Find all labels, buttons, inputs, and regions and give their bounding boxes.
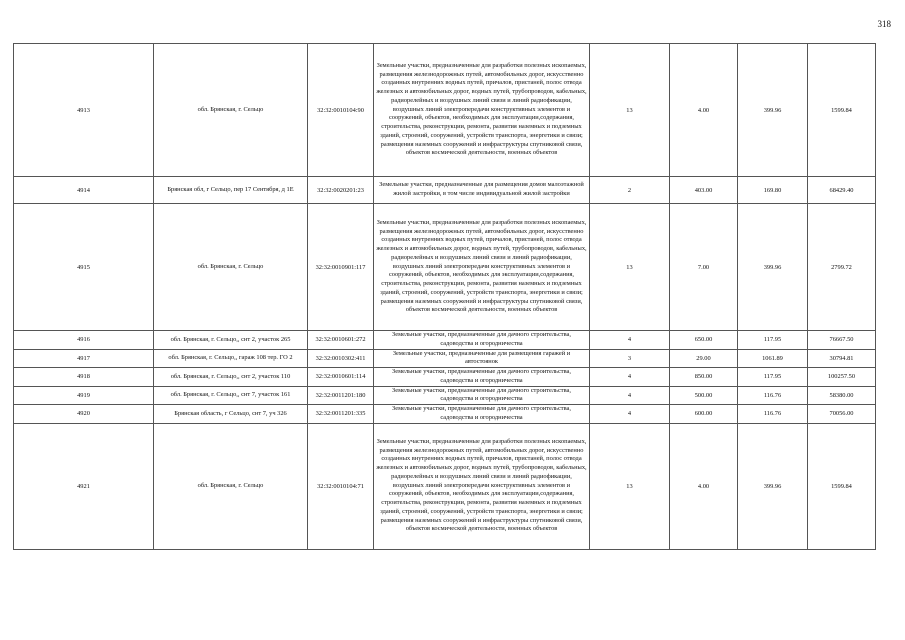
cadastral-number-cell: 32:32:0011201:335 xyxy=(308,405,374,424)
address-cell: обл. Брянская, г. Сельцо,, гараж 108 тер. ГО 2 xyxy=(154,349,308,368)
cadastral-value-cell: 100257.50 xyxy=(808,368,876,387)
row-number: 4916 xyxy=(14,331,154,350)
land-purpose-cell: Земельные участки, предназначенные для дачного строительства, садоводства и огородничества xyxy=(374,386,590,405)
row-number: 4914 xyxy=(14,177,154,204)
address-cell: обл. Брянская, г. Сельцо xyxy=(154,44,308,177)
cadastral-number-cell: 32:32:0010901:117 xyxy=(308,204,374,331)
group-cell: 4 xyxy=(590,368,670,387)
specific-value-cell: 399.96 xyxy=(738,44,808,177)
cadastral-value-cell: 1599.84 xyxy=(808,44,876,177)
specific-value-cell: 116.76 xyxy=(738,405,808,424)
cadastral-number-cell: 32:32:0010601:272 xyxy=(308,331,374,350)
cadastral-value-cell: 1599.84 xyxy=(808,423,876,549)
address-cell: обл. Брянская, г. Сельцо,, снт 2, участок 110 xyxy=(154,368,308,387)
cadastral-number-cell: 32:32:0020201:23 xyxy=(308,177,374,204)
address-cell: обл. Брянская, г. Сельцо xyxy=(154,423,308,549)
row-number: 4918 xyxy=(14,368,154,387)
cadastral-value-cell: 30794.81 xyxy=(808,349,876,368)
table-row xyxy=(14,349,876,368)
cadastral-value-cell: 58380.00 xyxy=(808,386,876,405)
cadastral-number-cell: 32:32:0011201:180 xyxy=(308,386,374,405)
area-cell: 500.00 xyxy=(670,386,738,405)
table-row xyxy=(14,368,876,387)
specific-value-cell: 399.96 xyxy=(738,204,808,331)
specific-value-cell: 117.95 xyxy=(738,368,808,387)
specific-value-cell: 169.80 xyxy=(738,177,808,204)
page-number: 318 xyxy=(877,19,891,29)
cadastral-number-cell: 32:32:0010104:90 xyxy=(308,44,374,177)
address-cell: обл. Брянская, г. Сельцо,, снт 7, участок 161 xyxy=(154,386,308,405)
table-row xyxy=(14,177,876,204)
area-cell: 7.00 xyxy=(670,204,738,331)
land-purpose-cell: Земельные участки, предназначенные для дачного строительства, садоводства и огородничества xyxy=(374,405,590,424)
address-cell: Брянская область, г Сельцо, снт 7, уч 326 xyxy=(154,405,308,424)
row-number: 4917 xyxy=(14,349,154,368)
area-cell: 650.00 xyxy=(670,331,738,350)
row-number: 4921 xyxy=(14,423,154,549)
specific-value-cell: 399.96 xyxy=(738,423,808,549)
area-cell: 600.00 xyxy=(670,405,738,424)
group-cell: 4 xyxy=(590,331,670,350)
cadastral-value-cell: 2799.72 xyxy=(808,204,876,331)
address-cell: обл. Брянская, г. Сельцо,, снт 2, участок 265 xyxy=(154,331,308,350)
land-purpose-cell: Земельные участки, предназначенные для размещения домов малоэтажной жилой застройки, в том числе индивидуальной жилой застройки xyxy=(374,177,590,204)
cadastral-value-table xyxy=(13,43,876,550)
cadastral-number-cell: 32:32:0010601:114 xyxy=(308,368,374,387)
group-cell: 2 xyxy=(590,177,670,204)
address-cell: обл. Брянская, г. Сельцо xyxy=(154,204,308,331)
group-cell: 4 xyxy=(590,405,670,424)
land-purpose-cell: Земельные участки, предназначенные для разработки полезных ископаемых, размещения железнодорожных путей, автомобильных дорог, искусственно созданных внутренних водных путей, причалов, пристаней, полос отвода железных и автомобильных дорог, водных путей, трубопроводов, кабельных, радиорелейных и воздушных линий связи и линий радиофикации, воздушных линий электропередачи конструктивных элементов и сооружений, объектов, необходимых для эксплуатации,содержания, строительства, реконструкции, ремонта, развития наземных и подземных зданий, строений, сооружений, устройств транспорта, энергетики и связи; размещения наземных сооружений и инфраструктуры спутниковой связи, объектов космической деятельности, военных объектов xyxy=(374,423,590,549)
address-cell: Брянская обл, г Сельцо, пер 17 Сентября, д 1Е xyxy=(154,177,308,204)
row-number: 4919 xyxy=(14,386,154,405)
table-row xyxy=(14,405,876,424)
specific-value-cell: 1061.89 xyxy=(738,349,808,368)
area-cell: 4.00 xyxy=(670,44,738,177)
group-cell: 3 xyxy=(590,349,670,368)
table-row xyxy=(14,423,876,549)
land-purpose-cell: Земельные участки, предназначенные для дачного строительства, садоводства и огородничества xyxy=(374,368,590,387)
area-cell: 850.00 xyxy=(670,368,738,387)
specific-value-cell: 117.95 xyxy=(738,331,808,350)
group-cell: 13 xyxy=(590,204,670,331)
row-number: 4913 xyxy=(14,44,154,177)
cadastral-value-cell: 70056.00 xyxy=(808,405,876,424)
table-row xyxy=(14,44,876,177)
group-cell: 13 xyxy=(590,44,670,177)
table-row xyxy=(14,331,876,350)
table-row xyxy=(14,204,876,331)
land-purpose-cell: Земельные участки, предназначенные для дачного строительства, садоводства и огородничества xyxy=(374,331,590,350)
cadastral-number-cell: 32:32:0010104:71 xyxy=(308,423,374,549)
cadastral-value-cell: 68429.40 xyxy=(808,177,876,204)
area-cell: 403.00 xyxy=(670,177,738,204)
cadastral-number-cell: 32:32:0010302:411 xyxy=(308,349,374,368)
land-purpose-cell: Земельные участки, предназначенные для разработки полезных ископаемых, размещения железнодорожных путей, автомобильных дорог, искусственно созданных внутренних водных путей, причалов, пристаней, полос отвода железных и автомобильных дорог, водных путей, трубопроводов, кабельных, радиорелейных и воздушных линий связи и линий радиофикации, воздушных линий электропередачи конструктивных элементов и сооружений, объектов, необходимых для эксплуатации,содержания, строительства, реконструкции, ремонта, развития наземных и подземных зданий, строений, сооружений, устройств транспорта, энергетики и связи; размещения наземных сооружений и инфраструктуры спутниковой связи, объектов космической деятельности, военных объектов xyxy=(374,204,590,331)
table-row xyxy=(14,386,876,405)
group-cell: 13 xyxy=(590,423,670,549)
land-purpose-cell: Земельные участки, предназначенные для размещения гаражей и автостоянок xyxy=(374,349,590,368)
group-cell: 4 xyxy=(590,386,670,405)
specific-value-cell: 116.76 xyxy=(738,386,808,405)
row-number: 4915 xyxy=(14,204,154,331)
row-number: 4920 xyxy=(14,405,154,424)
land-purpose-cell: Земельные участки, предназначенные для разработки полезных ископаемых, размещения железнодорожных путей, автомобильных дорог, искусственно созданных внутренних водных путей, причалов, пристаней, полос отвода железных и автомобильных дорог, водных путей, трубопроводов, кабельных, радиорелейных и воздушных линий связи и линий радиофикации, воздушных линий электропередачи конструктивных элементов и сооружений, объектов, необходимых для эксплуатации,содержания, строительства, реконструкции, ремонта, развития наземных и подземных зданий, строений, сооружений, устройств транспорта, энергетики и связи; размещения наземных сооружений и инфраструктуры спутниковой связи, объектов космической деятельности, военных объектов xyxy=(374,44,590,177)
area-cell: 4.00 xyxy=(670,423,738,549)
cadastral-value-cell: 76667.50 xyxy=(808,331,876,350)
area-cell: 29.00 xyxy=(670,349,738,368)
